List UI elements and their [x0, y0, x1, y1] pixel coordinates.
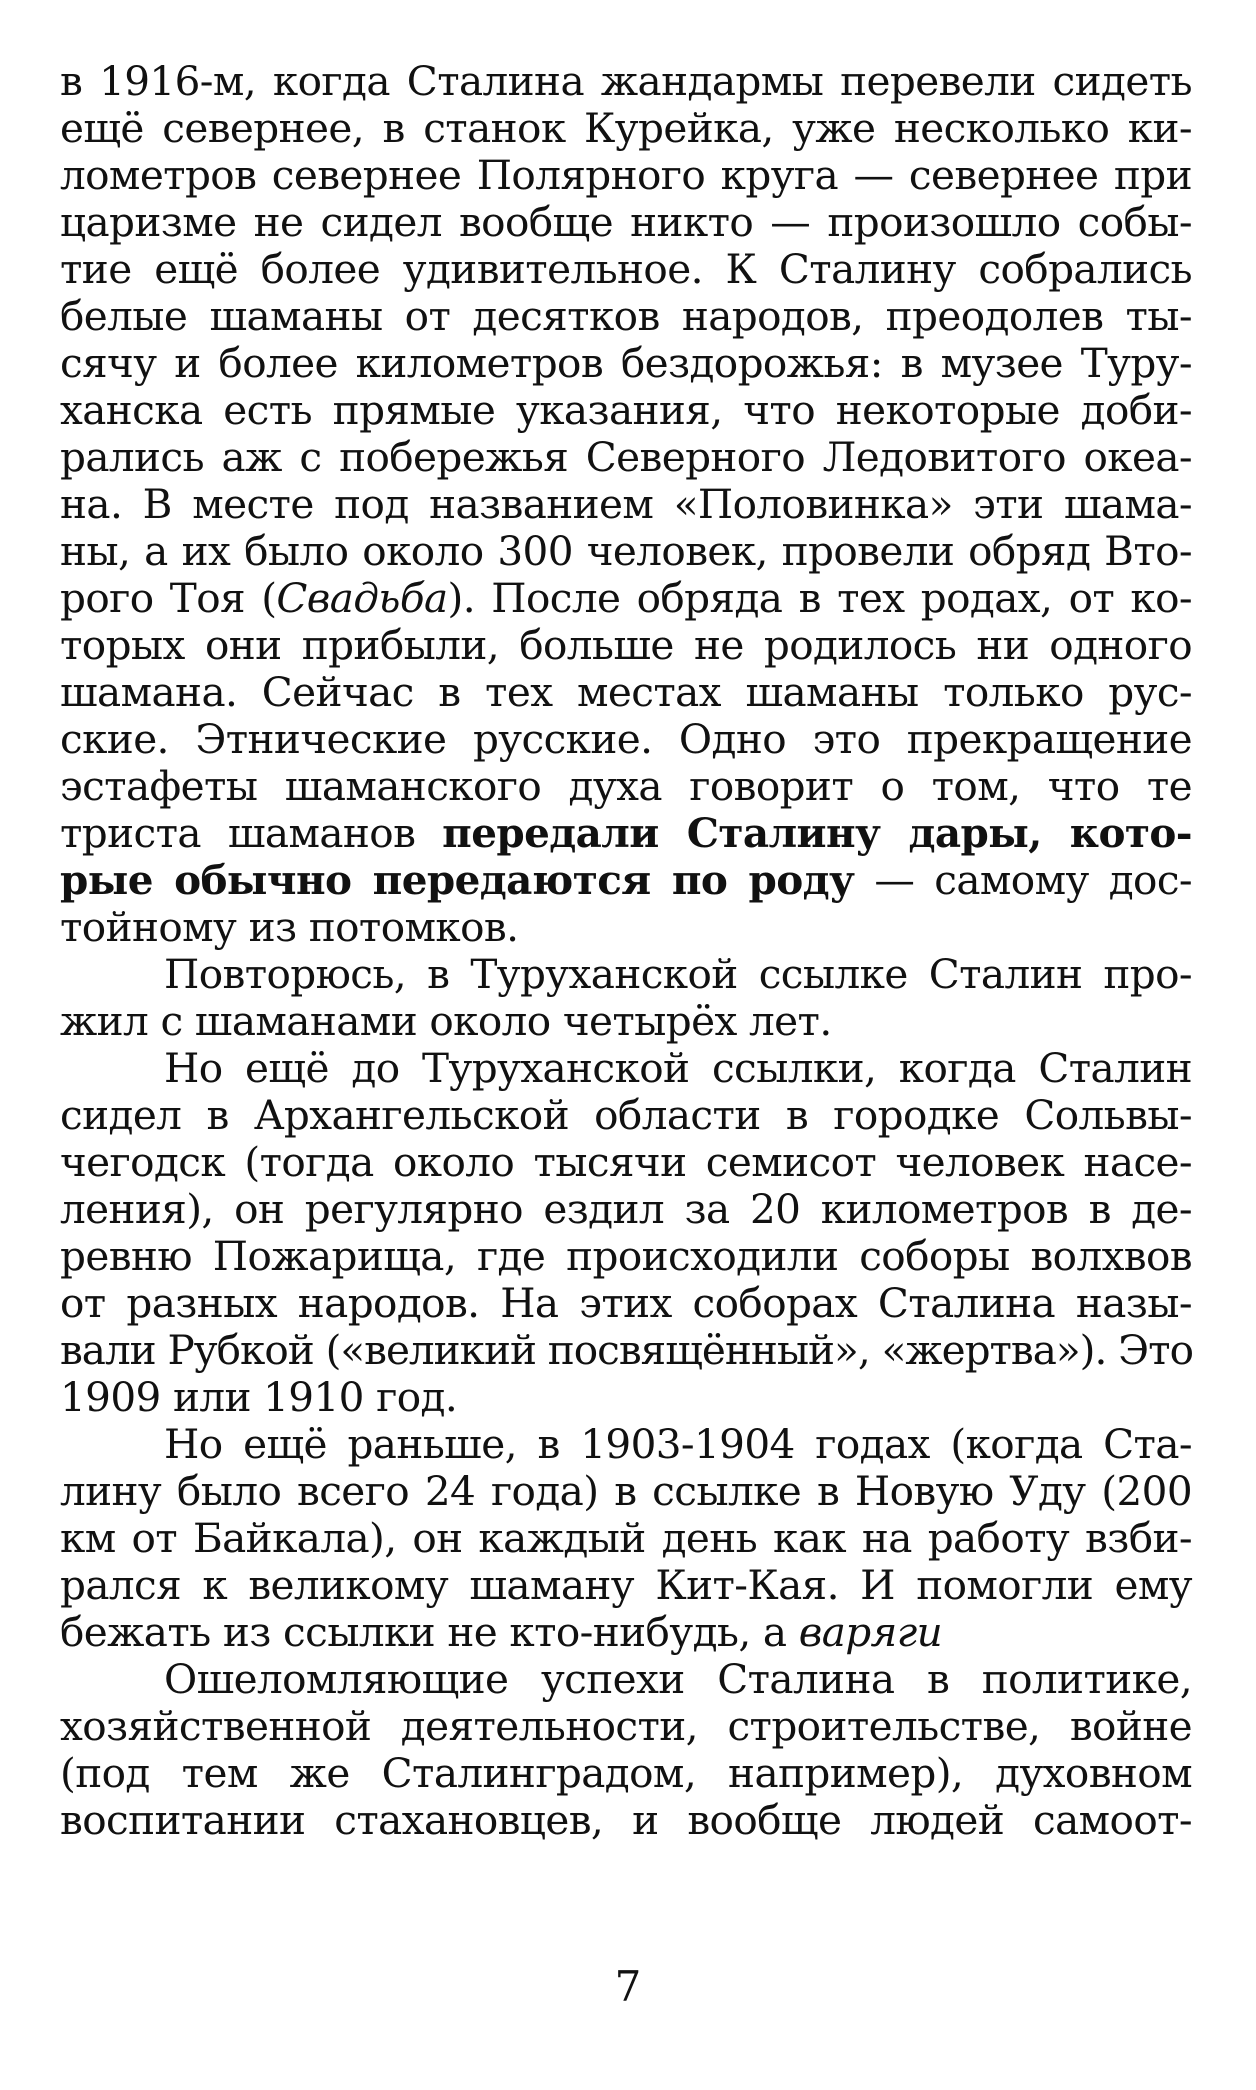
text-segment: (под тем же Сталинградом, например), духовном — [60, 1749, 1192, 1797]
paragraph — [60, 1656, 1192, 1844]
text-line — [60, 951, 1192, 998]
text-segment: торых они прибыли, больше не родилось ни одного — [60, 621, 1192, 669]
page-number: 7 — [614, 1962, 642, 2011]
text-line — [60, 1421, 1192, 1468]
text-line — [60, 152, 1192, 199]
text-line — [60, 1092, 1192, 1139]
text-segment: белые шаманы от десятков народов, преодолев ты- — [60, 292, 1192, 340]
text-line — [60, 716, 1192, 763]
text-segment: чегодск (тогда около тысячи семисот человек насе- — [60, 1138, 1192, 1186]
text-line — [60, 1233, 1192, 1280]
text-line — [60, 857, 1192, 904]
text-line — [60, 340, 1192, 387]
text-segment: Повторюсь, в Туруханской ссылке Сталин про- — [164, 950, 1192, 998]
text-segment: сидел в Архангельской области в городке Сольвы- — [60, 1091, 1192, 1139]
text-segment: Ошеломляющие успехи Сталина в политике, — [164, 1655, 1192, 1703]
text-segment: хозяйственной деятельности, строительстве, войне — [60, 1702, 1192, 1750]
text-segment: вали Рубкой («великий посвящённый», «жертва»). Это — [60, 1326, 1193, 1374]
text-segment: Но ещё до Туруханской ссылки, когда Сталин — [164, 1044, 1192, 1092]
text-segment: рались аж с побережья Северного Ледовитого океа- — [60, 433, 1192, 481]
text-line — [60, 998, 1192, 1045]
text-segment: тие ещё более удивительное. К Сталину собрались — [60, 245, 1192, 293]
text-segment: Но ещё раньше, в 1903-1904 годах (когда Ста- — [164, 1420, 1192, 1468]
text-line — [60, 481, 1192, 528]
text-line — [60, 1186, 1192, 1233]
text-line — [60, 622, 1192, 669]
text-segment: ханска есть прямые указания, что некоторые доби- — [60, 386, 1192, 434]
paragraph — [60, 1045, 1192, 1421]
text-line — [60, 1468, 1192, 1515]
text-line — [60, 810, 1192, 857]
text-line — [60, 1327, 1192, 1374]
text-line — [60, 434, 1192, 481]
text-line — [60, 387, 1192, 434]
paragraph — [60, 951, 1192, 1045]
text-line — [60, 1750, 1192, 1797]
text-segment: ревню Пожарища, где происходили соборы волхвов — [60, 1232, 1192, 1280]
text-segment: жил с шаманами около четырёх лет. — [60, 997, 832, 1045]
text-segment: ления), он регулярно ездил за 20 километров в де- — [60, 1185, 1192, 1233]
text-line — [60, 1515, 1192, 1562]
text-segment: на. В месте под названием «Половинка» эти шама- — [60, 480, 1192, 528]
text-line — [60, 528, 1192, 575]
text-segment: ещё севернее, в станок Курейка, уже несколько ки- — [60, 104, 1192, 152]
text-line — [60, 1562, 1192, 1609]
text-line — [60, 293, 1192, 340]
text-segment: км от Байкала), он каждый день как на работу взби- — [60, 1514, 1192, 1562]
text-line — [60, 763, 1192, 810]
text-line — [60, 1280, 1192, 1327]
text-segment: триста шаманов — [60, 809, 443, 857]
text-line — [60, 58, 1192, 105]
text-line — [60, 904, 1192, 951]
page-body — [60, 58, 1192, 1844]
text-line — [60, 669, 1192, 716]
text-segment: ). После обряда в тех родах, от ко- — [447, 574, 1193, 622]
text-segment: лину было всего 24 года) в ссылке в Новую Уду (200 — [60, 1467, 1192, 1515]
text-segment: — самому дос- — [854, 856, 1192, 904]
text-segment: эстафеты шаманского духа говорит о том, что те — [60, 762, 1192, 810]
text-line — [60, 1609, 1192, 1656]
text-line — [60, 199, 1192, 246]
text-segment: рого Тоя ( — [60, 574, 277, 622]
text-line — [60, 1045, 1192, 1092]
text-line — [60, 1374, 1192, 1421]
text-segment: в 1916-м, когда Сталина жандармы перевели сидеть — [60, 57, 1192, 105]
text-line — [60, 1139, 1192, 1186]
text-segment: бежать из ссылки не кто-нибудь, а — [60, 1608, 799, 1656]
text-line — [60, 1797, 1192, 1844]
text-line — [60, 105, 1192, 152]
bold-text: передали Сталину дары, кото- — [442, 809, 1192, 857]
text-segment: царизме не сидел вообще никто — произошло собы- — [60, 198, 1192, 246]
text-segment: от разных народов. На этих соборах Сталина назы- — [60, 1279, 1192, 1327]
text-segment: лометров севернее Полярного круга — севернее при — [60, 151, 1192, 199]
text-segment: рался к великому шаману Кит-Кая. И помогли ему — [60, 1561, 1192, 1609]
paragraph — [60, 58, 1192, 951]
text-line — [60, 1656, 1192, 1703]
bold-text: рые обычно передаются по роду — [60, 856, 855, 904]
text-line — [60, 1703, 1192, 1750]
italic-text: варяги — [798, 1608, 943, 1656]
text-segment: воспитании стахановцев, и вообще людей самоот- — [60, 1796, 1192, 1844]
text-segment: тойному из потомков. — [60, 903, 519, 951]
text-segment: ские. Этнические русские. Одно это прекращение — [60, 715, 1192, 763]
text-segment: ны, а их было около 300 человек, провели обряд Вто- — [60, 527, 1192, 575]
text-segment: сячу и более километров бездорожья: в музее Туру- — [60, 339, 1192, 387]
text-line — [60, 575, 1192, 622]
text-line — [60, 246, 1192, 293]
text-segment: шамана. Сейчас в тех местах шаманы только рус- — [60, 668, 1192, 716]
text-segment: 1909 или 1910 год. — [60, 1373, 458, 1421]
italic-text: Свадьба — [276, 574, 448, 622]
paragraph — [60, 1421, 1192, 1656]
